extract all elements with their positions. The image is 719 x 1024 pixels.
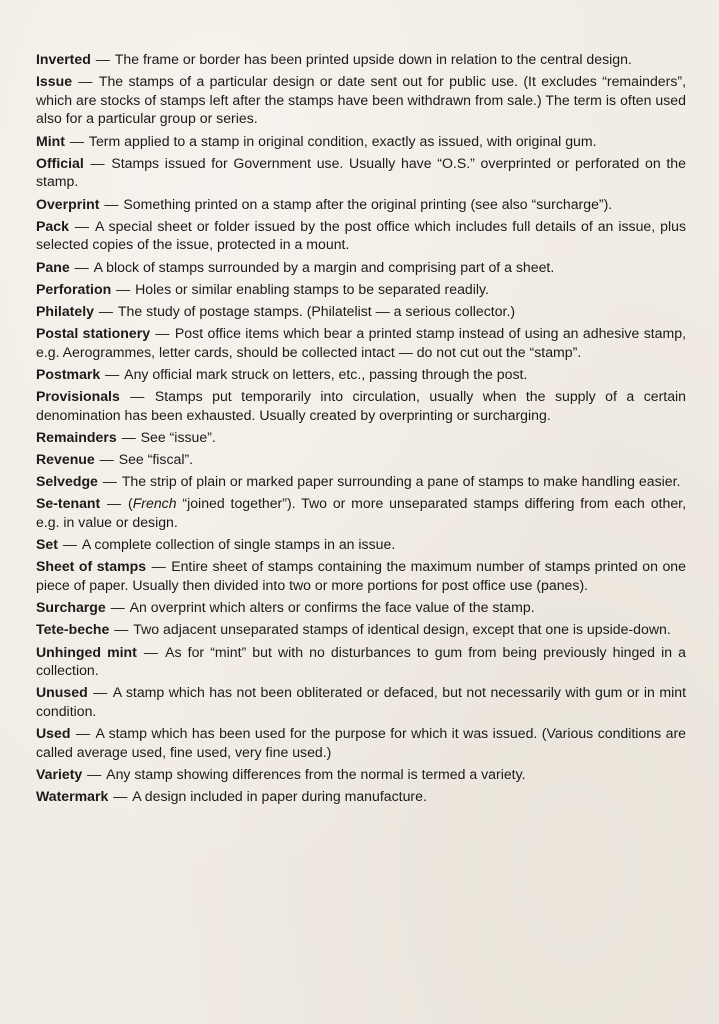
definition: See “issue”. bbox=[140, 428, 216, 445]
glossary-entry-variety bbox=[36, 765, 686, 784]
term: Mint bbox=[36, 132, 65, 149]
glossary-entry-set bbox=[36, 535, 686, 554]
term: Revenue bbox=[36, 451, 95, 467]
glossary-entry-selvedge bbox=[36, 472, 686, 491]
glossary-entry-official bbox=[36, 154, 686, 191]
term: Sheet of stamps bbox=[36, 558, 147, 575]
definition: See “fiscal”. bbox=[118, 451, 194, 467]
definition: “joined together”). Two or more unseparated stamps differing from each other, e.g. in value or design. bbox=[36, 495, 686, 530]
dash: — bbox=[101, 495, 127, 512]
definition-italic: French bbox=[132, 495, 177, 512]
glossary-entry-tete-beche bbox=[36, 620, 686, 639]
term: Surcharge bbox=[36, 599, 106, 616]
dash: — bbox=[110, 621, 133, 638]
definition: A complete collection of single stamps in an issue. bbox=[81, 536, 396, 553]
definition: Stamps put temporarily into circulation, usually when the supply of a certain denomination has been exhausted. Usually created by overprinting or surcharging. bbox=[36, 388, 686, 423]
glossary-entry-unused bbox=[36, 683, 686, 720]
glossary-entry-se-tenant bbox=[36, 494, 686, 531]
dash: — bbox=[100, 195, 123, 212]
definition: Holes or similar enabling stamps to be separated readily. bbox=[135, 280, 489, 297]
dash: — bbox=[73, 73, 98, 90]
dash: — bbox=[94, 302, 117, 319]
term: Overprint bbox=[36, 195, 100, 212]
definition: The study of postage stamps. (Philatelist — a serious collector.) bbox=[117, 302, 516, 319]
glossary-entry-overprint bbox=[36, 195, 686, 214]
term: Unhinged mint bbox=[36, 643, 137, 660]
definition: Post office items which bear a printed stamp instead of using an adhesive stamp, e.g. Aerogrammes, letter cards, should be collected intact — do not cut out the “stamp”. bbox=[36, 325, 686, 360]
term: Tete-beche bbox=[36, 621, 110, 638]
term: Unused bbox=[36, 684, 88, 701]
glossary-entry-watermark bbox=[36, 787, 686, 806]
dash: — bbox=[109, 788, 132, 805]
glossary-entry-inverted bbox=[36, 50, 686, 69]
glossary-entry-unhinged-mint bbox=[36, 643, 686, 680]
dash: — bbox=[65, 132, 88, 149]
term: Postal stationery bbox=[36, 325, 151, 342]
dash: — bbox=[70, 258, 93, 275]
dash: — bbox=[58, 536, 81, 553]
definition: Any stamp showing differences from the normal is termed a variety. bbox=[106, 765, 526, 782]
term: Selvedge bbox=[36, 473, 98, 490]
glossary-entry-philately bbox=[36, 302, 686, 321]
definition: A stamp which has not been obliterated or defaced, but not necessarily with gum or in mint condition. bbox=[36, 684, 686, 719]
glossary-entry-postal-stationery bbox=[36, 324, 686, 361]
glossary-entry-used bbox=[36, 724, 686, 761]
glossary-entry-surcharge bbox=[36, 598, 686, 617]
term: Se-tenant bbox=[36, 495, 101, 512]
definition: A stamp which has been used for the purpose for which it was issued. (Various conditions are called average used, fine used, very fine used.) bbox=[36, 725, 686, 760]
term: Official bbox=[36, 154, 84, 171]
glossary-entry-pane bbox=[36, 258, 686, 277]
term: Perforation bbox=[36, 280, 112, 297]
definition: An overprint which alters or confirms the face value of the stamp. bbox=[129, 599, 535, 616]
glossary-entry-postmark bbox=[36, 365, 686, 384]
definition: The frame or border has been printed upside down in relation to the central design. bbox=[114, 51, 632, 67]
glossary-entry-pack bbox=[36, 217, 686, 254]
dash: — bbox=[106, 599, 129, 616]
definition: Entire sheet of stamps containing the maximum number of stamps printed on one piece of paper. Usually then divided into two or more portions for post office use (panes). bbox=[36, 558, 686, 593]
definition: Any official mark struck on letters, etc., passing through the post. bbox=[124, 365, 528, 382]
dash: — bbox=[137, 643, 165, 660]
definition: A special sheet or folder issued by the post office which includes full details of an issue, plus selected copies of the issue, protected in a mount. bbox=[36, 217, 686, 253]
dash: — bbox=[95, 451, 118, 467]
term: Postmark bbox=[36, 365, 101, 382]
dash: — bbox=[151, 325, 174, 342]
term: Used bbox=[36, 725, 71, 742]
glossary-entry-perforation bbox=[36, 280, 686, 299]
dash: — bbox=[101, 365, 124, 382]
dash: — bbox=[84, 154, 111, 171]
definition: A design included in paper during manufacture. bbox=[132, 788, 427, 805]
definition: As for “mint” but with no disturbances to gum from being previously hinged in a collection. bbox=[36, 643, 686, 679]
dash: — bbox=[71, 725, 95, 742]
term: Provisionals bbox=[36, 388, 120, 405]
definition: The stamps of a particular design or date sent out for public use. (It excludes “remainders”, which are stocks of stamps left after the stamps have been withdrawn from sale.) The term is often used also for a particular group or series. bbox=[36, 73, 686, 127]
term: Inverted bbox=[36, 51, 91, 67]
term: Pack bbox=[36, 217, 69, 234]
dash: — bbox=[83, 765, 106, 782]
dash: — bbox=[88, 684, 112, 701]
term: Pane bbox=[36, 258, 70, 275]
glossary-entry-mint bbox=[36, 132, 686, 151]
definition: A block of stamps surrounded by a margin and comprising part of a sheet. bbox=[93, 258, 555, 275]
dash: — bbox=[112, 280, 135, 297]
dash: — bbox=[117, 428, 140, 445]
dash: — bbox=[69, 217, 94, 234]
definition: Something printed on a stamp after the original printing (see also “surcharge”). bbox=[123, 195, 613, 212]
term: Variety bbox=[36, 765, 83, 782]
dash: — bbox=[91, 51, 114, 67]
dash: — bbox=[147, 558, 171, 575]
definition: Two adjacent unseparated stamps of identical design, except that one is upside-down. bbox=[133, 621, 671, 638]
definition: Stamps issued for Government use. Usually have “O.S.” overprinted or perforated on the stamp. bbox=[36, 154, 686, 190]
glossary-entry-provisionals bbox=[36, 387, 686, 424]
definition: The strip of plain or marked paper surrounding a pane of stamps to make handling easier. bbox=[121, 473, 681, 490]
term: Set bbox=[36, 536, 58, 553]
term: Philately bbox=[36, 302, 94, 319]
glossary-entry-sheet-of-stamps bbox=[36, 557, 686, 594]
glossary-entry-remainders bbox=[36, 428, 686, 447]
definition: Term applied to a stamp in original condition, exactly as issued, with original gum. bbox=[88, 132, 597, 149]
glossary-entry-issue bbox=[36, 72, 686, 128]
term: Issue bbox=[36, 73, 73, 90]
dash: — bbox=[98, 473, 121, 490]
glossary-entry-revenue bbox=[36, 450, 686, 469]
term: Remainders bbox=[36, 428, 117, 445]
dash: — bbox=[120, 388, 154, 405]
term: Watermark bbox=[36, 788, 109, 805]
definition-open: ( bbox=[127, 495, 133, 512]
glossary-list bbox=[36, 50, 686, 809]
